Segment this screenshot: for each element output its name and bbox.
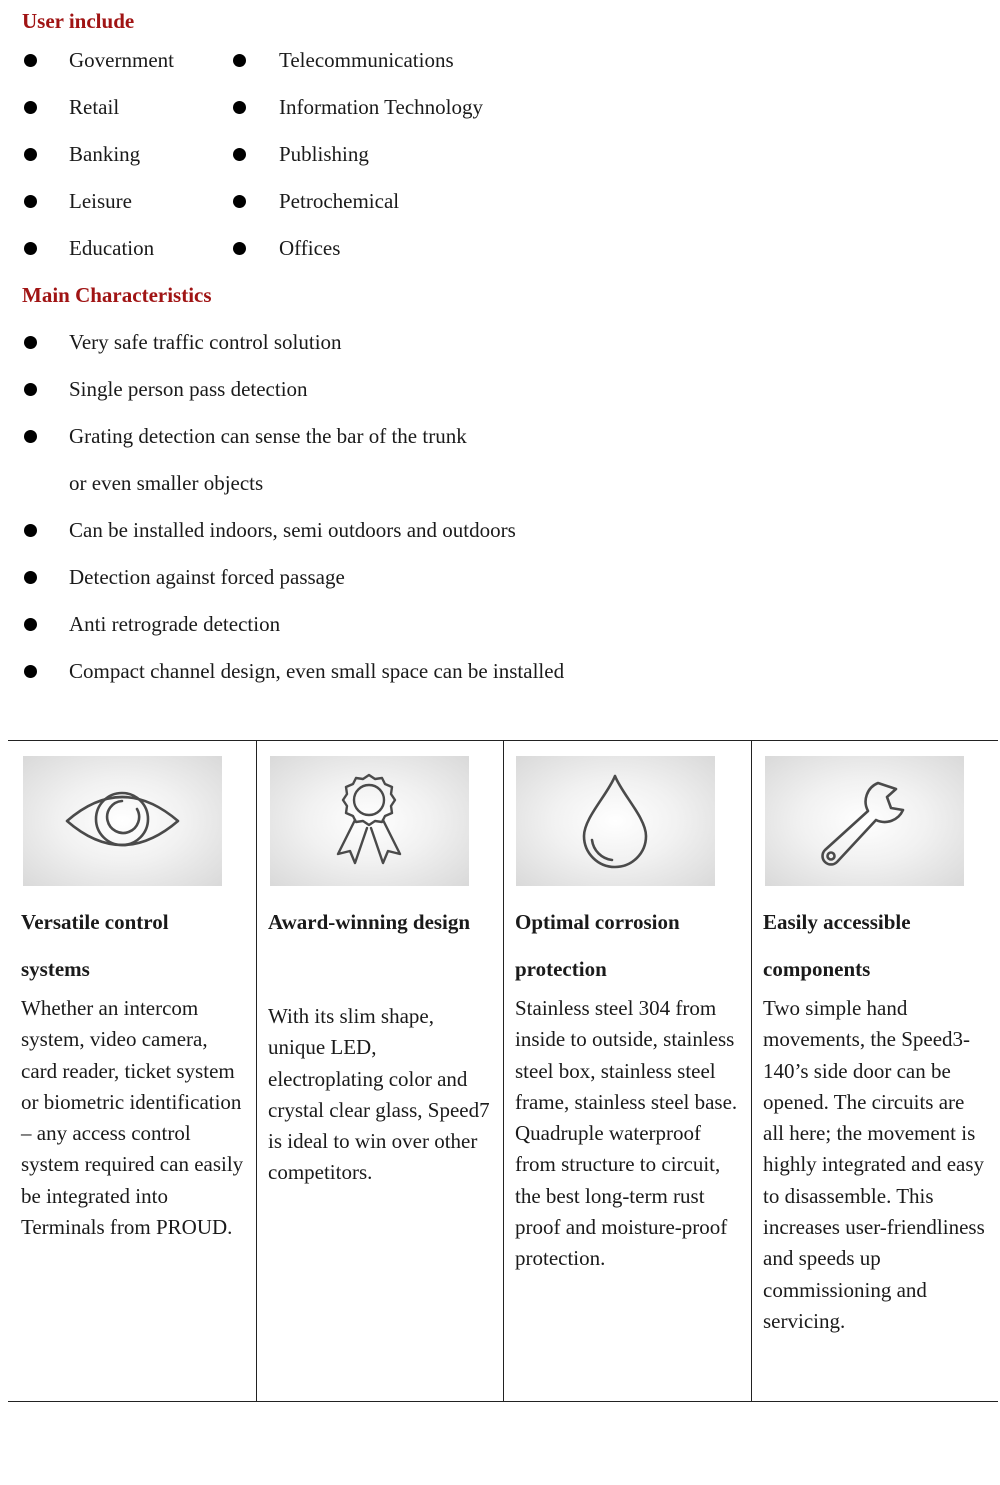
bullet-dot (24, 430, 37, 443)
list-item-text: Publishing (279, 142, 369, 166)
feature-title: Easily accessible (763, 910, 911, 934)
feature-award-winning (256, 741, 503, 1401)
bullet-dot (233, 101, 246, 114)
list-item-text: Telecommunications (279, 48, 454, 72)
feature-title: Versatile control (21, 910, 169, 934)
list-item-text: Grating detection can sense the bar of the trunk (69, 424, 467, 448)
list-item-text: Education (69, 236, 155, 260)
feature-corrosion-protection (503, 741, 751, 1401)
bullet-dot (24, 148, 37, 161)
list-item-text: Can be installed indoors, semi outdoors and outdoors (69, 518, 516, 542)
list-item-text: Information Technology (279, 95, 484, 119)
bullet-dot (24, 54, 37, 67)
list-item-text: Single person pass detection (69, 377, 308, 401)
list-item-text: Offices (279, 236, 341, 260)
water-drop-icon (516, 756, 715, 886)
bullet-dot (233, 54, 246, 67)
bullet-dot (24, 195, 37, 208)
list-item-text: Very safe traffic control solution (69, 330, 342, 354)
list-item-text: Leisure (69, 189, 132, 213)
feature-description: Two simple hand movements, the Speed3-140’s side door can be opened. The circuits are all here; the movement is highly integrated and easy to disassemble. This increases user-friendliness and speeds up commissioning and servicing. (763, 996, 985, 1333)
eye-icon (23, 756, 222, 886)
bullet-dot (233, 242, 246, 255)
list-item-text: Compact channel design, even small space can be installed (69, 659, 565, 683)
feature-title-line2: components (763, 957, 871, 981)
feature-accessible-components (751, 741, 998, 1401)
feature-description: Stainless steel 304 from inside to outside, stainless steel box, stainless steel frame, stainless steel base. Quadruple waterproof from structure to circuit, the best long-term rust proof and moisture-proof protection. (515, 996, 738, 1271)
list-item-text: Anti retrograde detection (69, 612, 281, 636)
main-characteristics-heading: Main Characteristics (22, 283, 212, 307)
list-item-text: Banking (69, 142, 141, 166)
list-item-text: or even smaller objects (69, 471, 264, 495)
bullet-dot (24, 383, 37, 396)
feature-title: Award-winning design (268, 910, 471, 934)
feature-description: With its slim shape, unique LED, electroplating color and crystal clear glass, Speed7 is ideal to win over other competitors. (268, 1004, 490, 1185)
list-item-text: Petrochemical (279, 189, 400, 213)
award-ribbon-icon (270, 756, 469, 886)
feature-title: Optimal corrosion (515, 910, 680, 934)
wrench-icon (765, 756, 964, 886)
bullet-dot (24, 524, 37, 537)
feature-description: Whether an intercom system, video camera, card reader, ticket system or biometric identification – any access control system required can easily be integrated into Terminals from PROUD. (21, 996, 244, 1240)
bullet-dot (24, 665, 37, 678)
user-include-heading: User include (22, 9, 135, 33)
feature-table (8, 740, 998, 1402)
list-item-text: Detection against forced passage (69, 565, 345, 589)
bullet-dot (233, 195, 246, 208)
bullet-dot (24, 571, 37, 584)
list-item-text: Government (69, 48, 174, 72)
feature-title-line2: protection (515, 957, 607, 981)
bullet-dot (24, 101, 37, 114)
bullet-dot (24, 618, 37, 631)
feature-title-line2: systems (21, 957, 90, 981)
list-item-text: Retail (69, 95, 120, 119)
bullet-dot (24, 336, 37, 349)
bullet-dot (24, 242, 37, 255)
feature-versatile-control (8, 741, 256, 1401)
bullet-dot (233, 148, 246, 161)
